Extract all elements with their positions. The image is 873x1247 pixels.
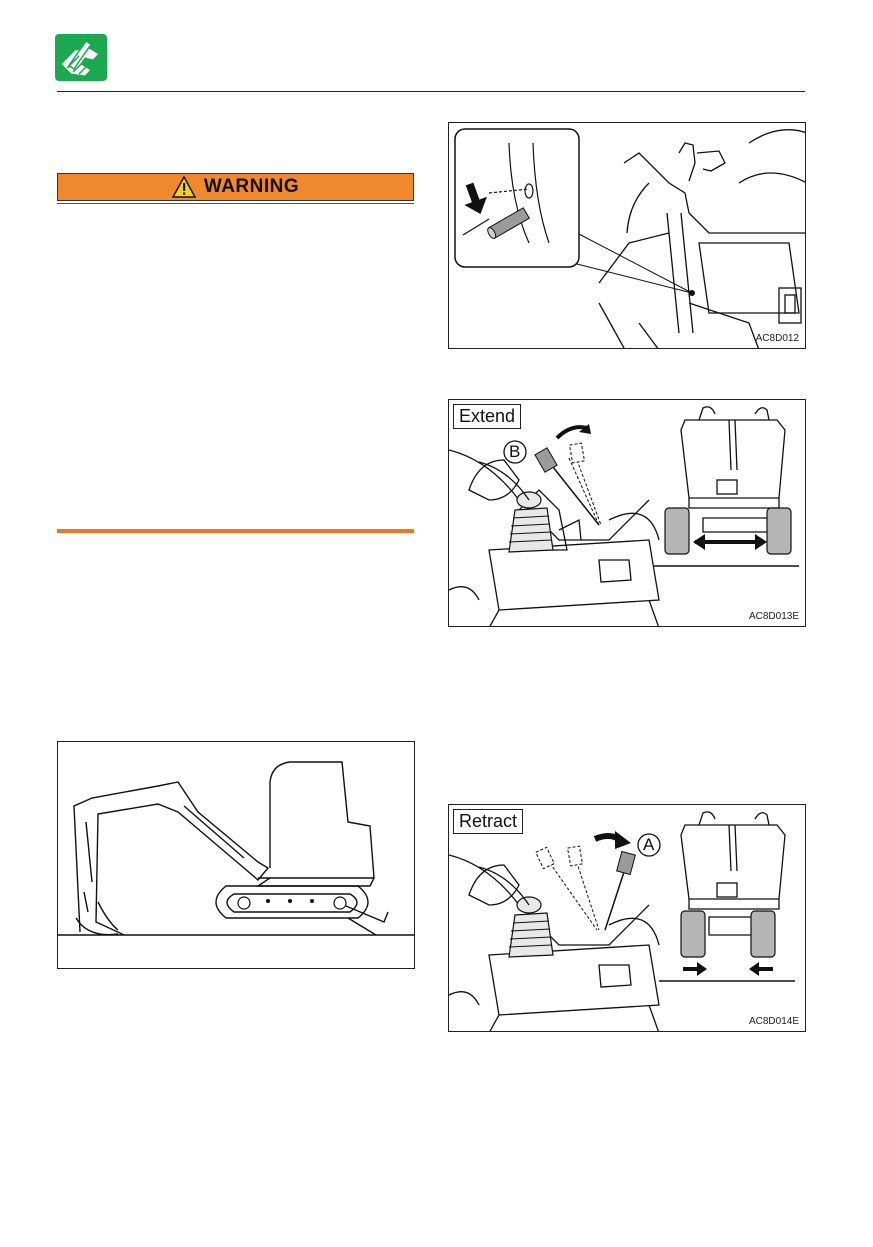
excavator-side-illustration (58, 742, 415, 969)
lock-pin-illustration (449, 123, 806, 349)
extend-label: Extend (453, 404, 521, 429)
lock-pin-figure (448, 122, 806, 349)
hand-gripping-lever-icon (55, 34, 107, 81)
excavator-side-figure (57, 741, 415, 969)
warning-rule (57, 203, 414, 204)
retract-illustration (449, 805, 806, 1032)
section-rule (57, 529, 414, 533)
header-rule (57, 91, 805, 92)
retract-label: Retract (453, 809, 523, 834)
figure-code: AC8D012 (755, 333, 799, 344)
figure-code: AC8D013E (748, 611, 799, 622)
retract-figure (448, 804, 806, 1032)
callout-a: A (643, 835, 655, 854)
callout-b: B (509, 442, 521, 461)
warning-label: WARNING (203, 176, 300, 197)
warning-triangle-icon (172, 176, 196, 198)
extend-figure (448, 399, 806, 627)
extend-illustration (449, 400, 806, 627)
warning-banner (57, 173, 414, 201)
figure-code: AC8D014E (748, 1016, 799, 1027)
